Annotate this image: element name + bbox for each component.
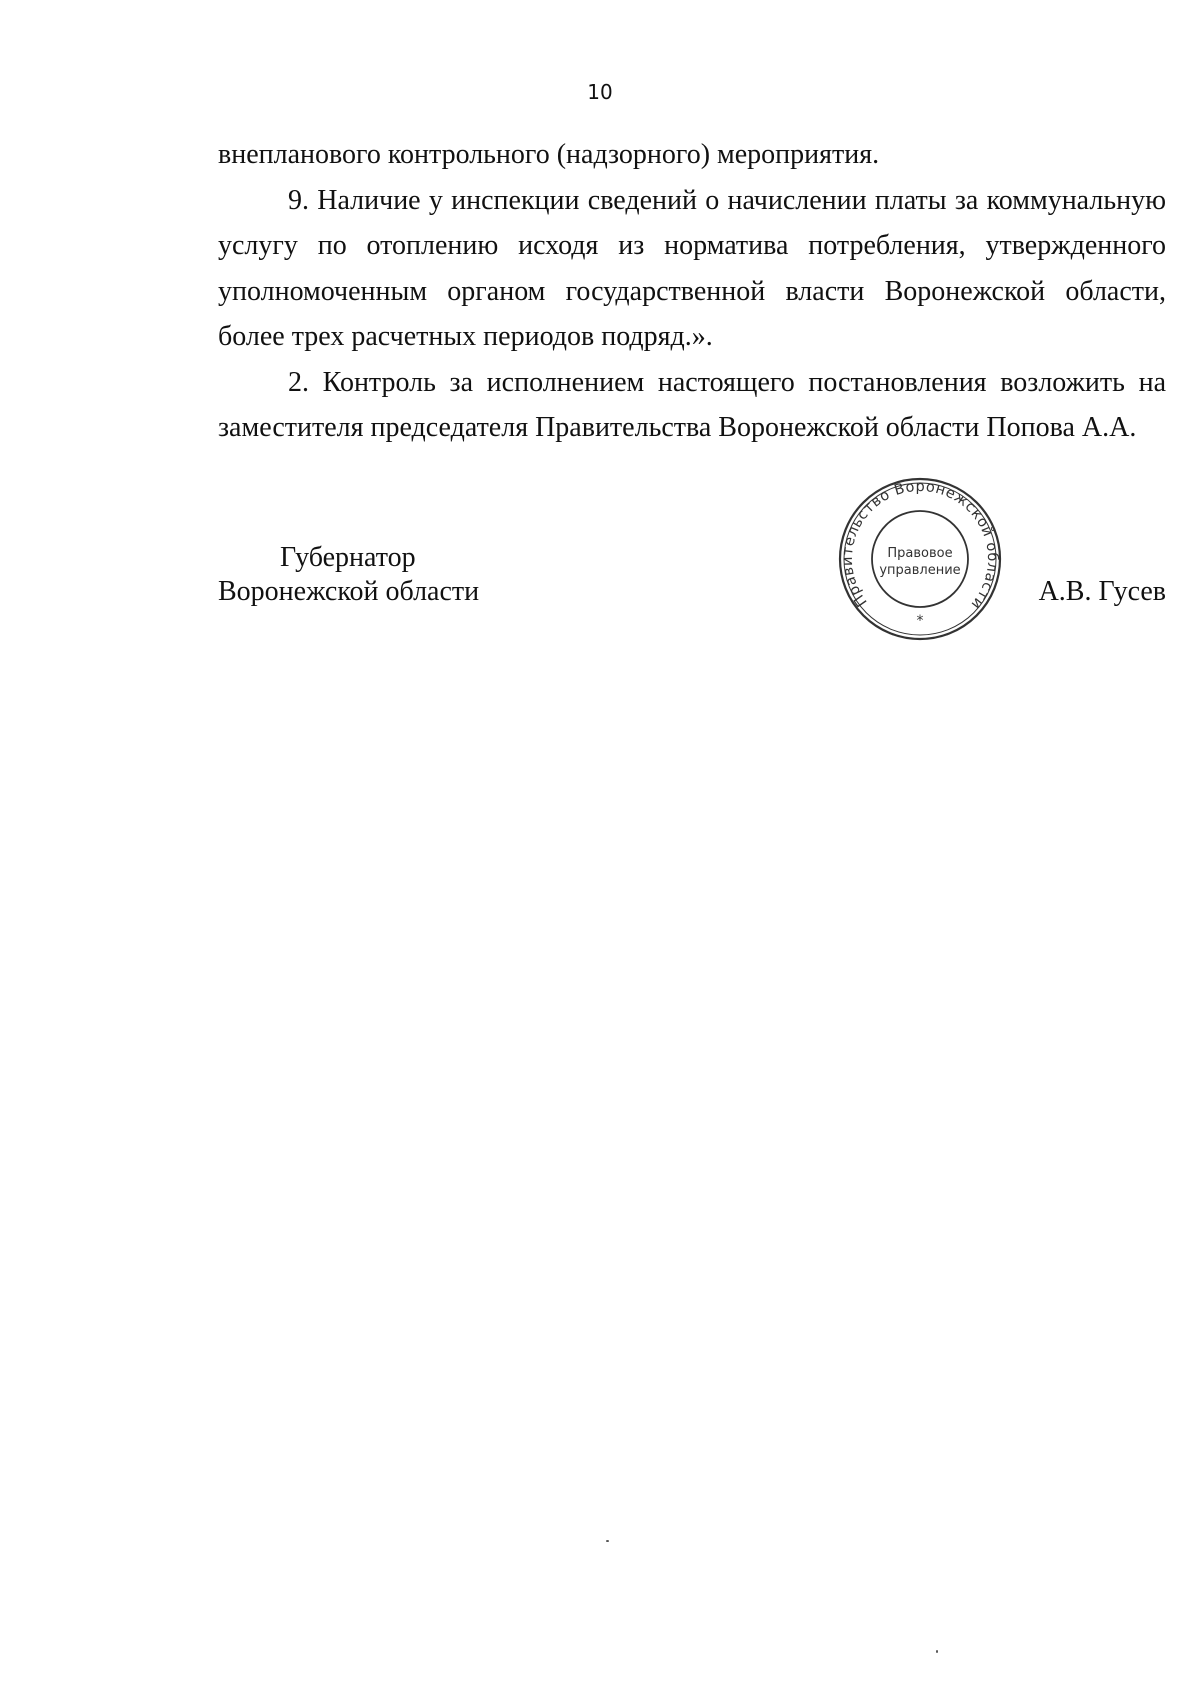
seal-ring-text: Правительство Воронежской области — [839, 478, 1001, 613]
paragraph-item-2: 2. Контроль за исполнением настоящего постановления возложить на заместителя председателя Правительства Воронежской области Попова А.А. — [218, 366, 1166, 443]
seal-center-line2: управление — [879, 563, 961, 578]
document-body — [218, 132, 1166, 451]
official-seal-stamp — [838, 477, 1002, 641]
paragraph-item-9: 9. Наличие у инспекции сведений о начислении платы за коммунальную услугу по отоплению исходя из норматива потребления, утвержденного уполномоченным органом государственной власти Воронежской области, более трех расчетных периодов подряд.». — [218, 184, 1166, 352]
scan-speck — [606, 1540, 609, 1542]
paragraph-continuation: внепланового контрольного (надзорного) мероприятия. — [218, 139, 880, 170]
scan-speck — [936, 1650, 938, 1653]
seal-center-line1: Правовое — [887, 546, 953, 561]
page-number: 10 — [587, 80, 613, 104]
signatory-title-line1: Губернатор — [280, 542, 416, 573]
signatory-title — [218, 541, 479, 609]
signatory-title-line2: Воронежской области — [218, 576, 480, 607]
seal-star: * — [916, 613, 924, 629]
signatory-name: А.В. Гусев — [1038, 576, 1166, 607]
